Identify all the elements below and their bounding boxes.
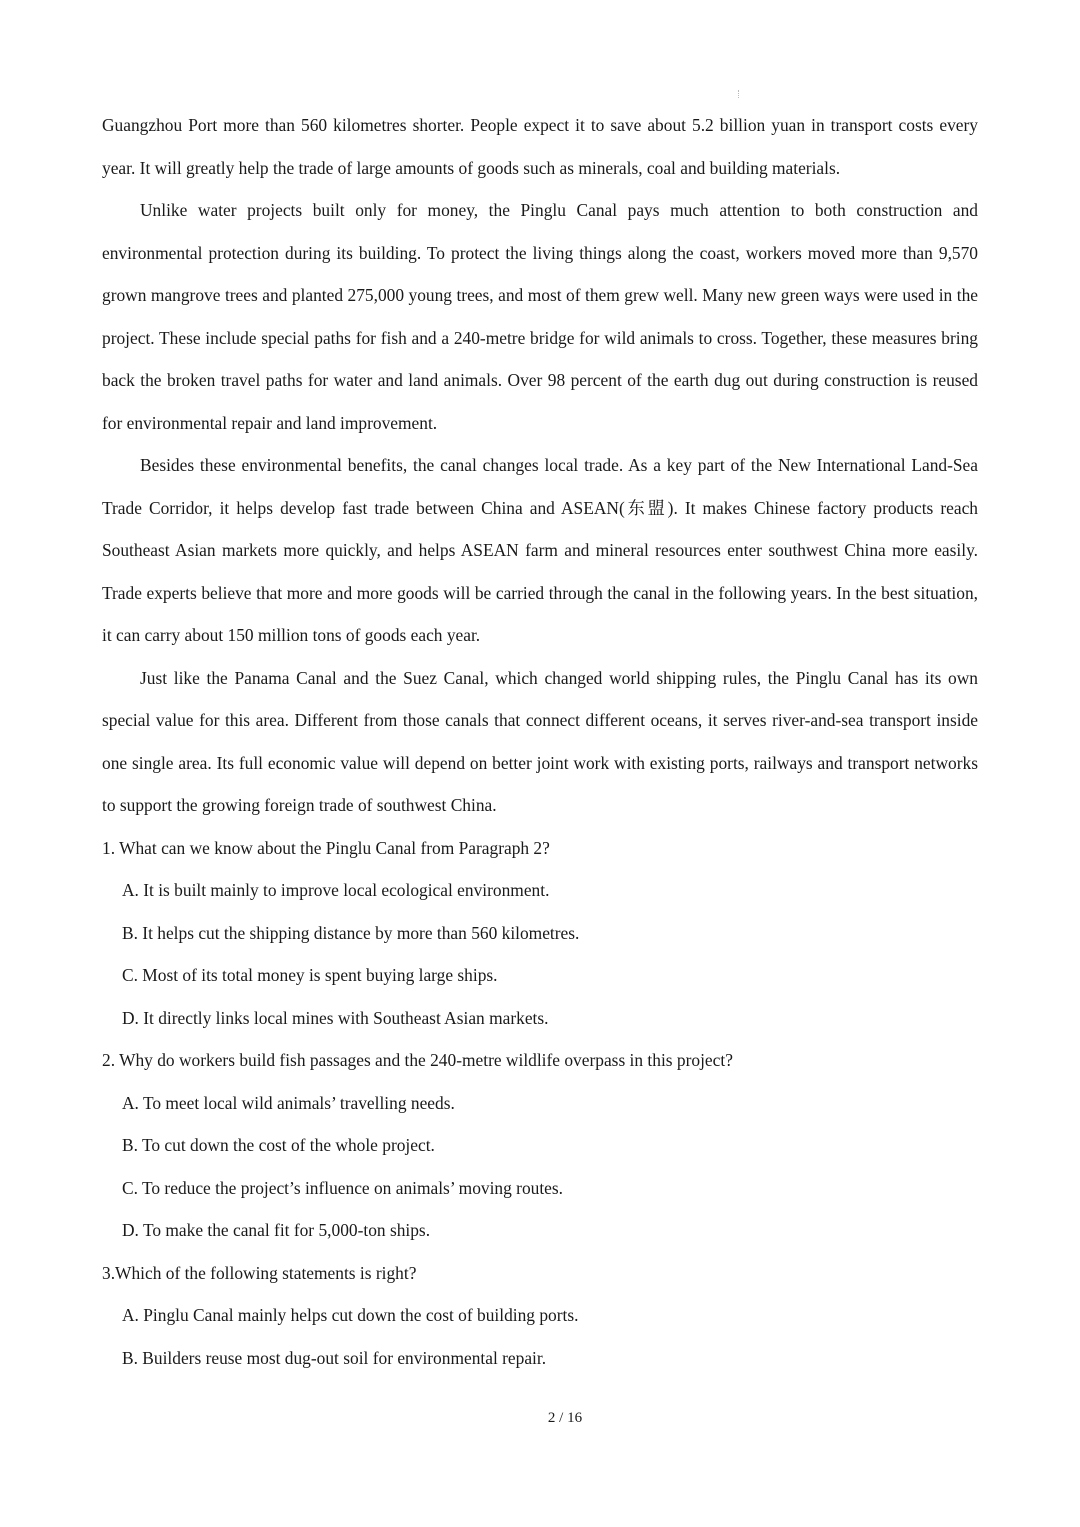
scan-speck (738, 90, 741, 98)
option-d: D. It directly links local mines with Southeast Asian markets. (122, 1007, 549, 1028)
question-3 (102, 1252, 978, 1380)
question-2 (102, 1039, 978, 1252)
option-a: A. It is built mainly to improve local ecological environment. (122, 880, 550, 900)
page-number: 2 / 16 (547, 1410, 583, 1426)
option-b: B. It helps cut the shipping distance by more than 560 kilometres. (122, 922, 580, 943)
question-stem: 1. What can we know about the Pinglu Canal from Paragraph 2? (102, 837, 550, 858)
option-d: D. To make the canal fit for 5,000-ton ships. (122, 1220, 431, 1240)
option-c: C. Most of its total money is spent buying large ships. (122, 965, 498, 985)
option-b: B. Builders reuse most dug-out soil for environmental repair. (122, 1347, 547, 1368)
option-a: A. To meet local wild animals’ travelling needs. (122, 1092, 455, 1113)
option-b: B. To cut down the cost of the whole project. (122, 1135, 435, 1155)
passage-paragraph-3: Besides these environmental benefits, the canal changes local trade. As a key part of the New International Land-Sea Trade Corridor, it helps develop fast trade between China and ASEAN(东盟). It makes Chinese factory products reach Southeast Asian markets more quickly, and helps ASEAN farm and mineral resources enter southwest China more easily. Trade experts believe that more and more goods will be carried through the canal in the following years. In the best situation, it can carry about 150 million tons of goods each year. (102, 455, 978, 645)
passage-paragraph-2: Unlike water projects built only for money, the Pinglu Canal pays much attention to both construction and environmental protection during its building. To protect the living things along the coast, workers moved more than 9,570 grown mangrove trees and planted 275,000 young trees, and most of them grew well. Many new green ways were used in the project. These include special paths for fish and a 240-metre bridge for wild animals to cross. Together, these measures bring back the broken travel paths for water and land animals. Over 98 percent of the earth dug out during construction is reused for environmental repair and land improvement. (102, 200, 978, 433)
option-c: C. To reduce the project’s influence on animals’ moving routes. (122, 1177, 563, 1198)
document-page (102, 104, 978, 1379)
question-stem: 3.Which of the following statements is right? (102, 1262, 417, 1283)
passage-paragraph-4: Just like the Panama Canal and the Suez Canal, which changed world shipping rules, the Pinglu Canal has its own special value for this area. Different from those canals that connect different oceans, it serves river-and-sea transport inside one single area. Its full economic value will depend on better joint work with existing ports, railways and transport networks to support the growing foreign trade of southwest China. (102, 667, 978, 815)
question-1 (102, 827, 978, 1040)
passage-paragraph-1: Guangzhou Port more than 560 kilometres shorter. People expect it to save about 5.2 billion yuan in transport costs every year. It will greatly help the trade of large amounts of goods such as minerals, coal and building materials. (102, 115, 978, 178)
question-stem: 2. Why do workers build fish passages and the 240-metre wildlife overpass in this project? (102, 1050, 733, 1070)
option-a: A. Pinglu Canal mainly helps cut down the cost of building ports. (122, 1305, 579, 1325)
